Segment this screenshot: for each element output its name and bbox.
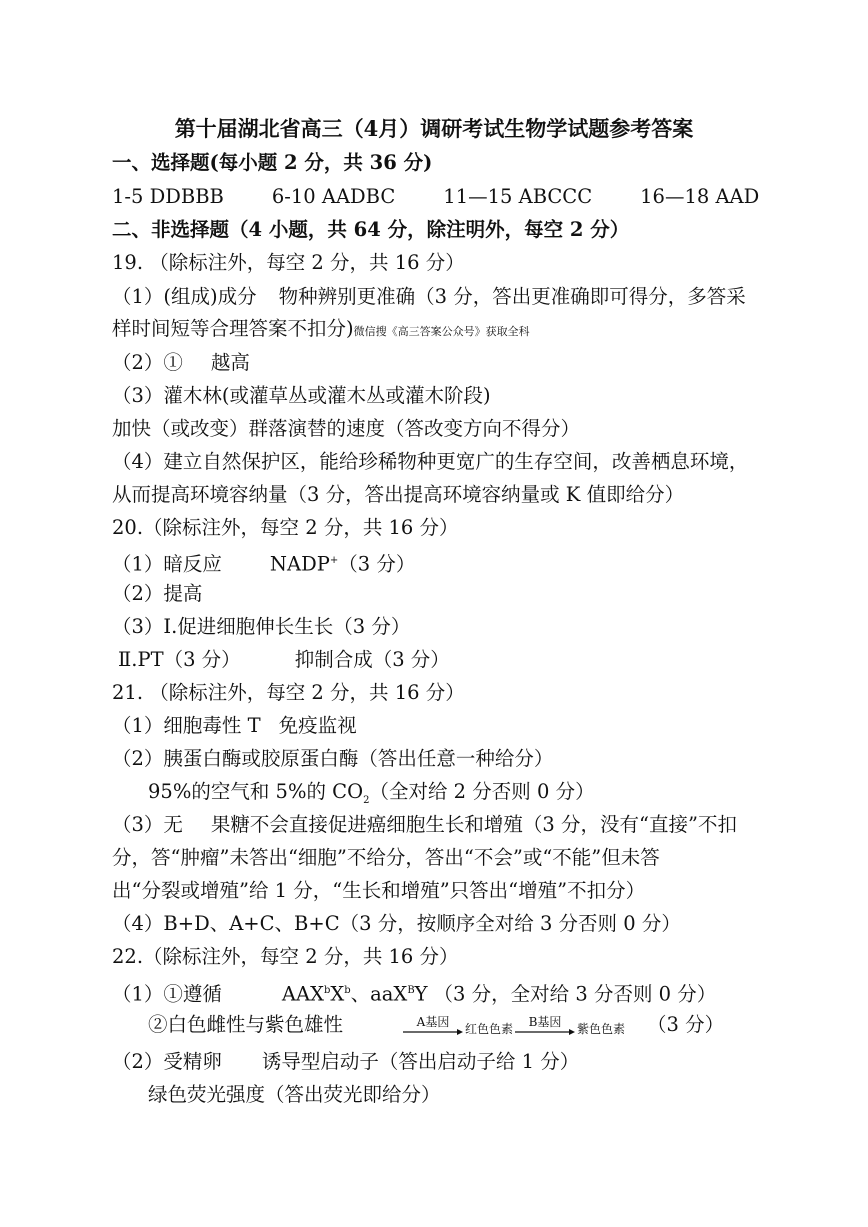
q20-heading: 20.（除标注外，每空 2 分，共 16 分） <box>112 516 459 539</box>
answer-group-2: 6-10 AADBC <box>271 185 396 208</box>
genotype-2b: Y <box>414 982 428 1006</box>
genotype-2-sup: B <box>407 985 415 996</box>
q20-answer-1b: NADP <box>269 552 330 576</box>
genotype-1-sup: b <box>323 985 331 996</box>
q21-answer-3b: （全对给 2 分否则 0 分） <box>369 780 595 803</box>
superscript-plus: + <box>329 555 339 566</box>
q21-line-7: （4）B+D、A+C、B+C（3 分，按顺序全对给 3 分否则 0 分） <box>112 912 681 935</box>
q21-answer-1b: 免疫监视 <box>278 714 357 737</box>
answer-group-3: 11—15 ABCCC <box>443 185 593 208</box>
pigment-red: 红色色素 <box>465 1021 514 1036</box>
q22-answer-1a: （1）①遵循 <box>112 982 222 1006</box>
arrow-label-a: A基因 <box>416 1014 450 1029</box>
genotype-1b: X <box>330 982 345 1006</box>
q22-heading: 22.（除标注外，每空 2 分，共 16 分） <box>112 945 459 968</box>
q20-answer-1a: （1）暗反应 <box>112 552 222 576</box>
arrow-icon <box>515 1028 575 1036</box>
q21-heading: 21. （除标注外，每空 2 分，共 16 分） <box>112 681 465 704</box>
arrow-b-gene <box>515 1016 575 1036</box>
q19-line-4: （3）灌木林(或灌草丛或灌木丛或灌木阶段) <box>112 384 491 407</box>
page-title: 第十届湖北省高三（4月）调研考试生物学试题参考答案 <box>174 116 694 141</box>
genotype-1: AAX <box>281 982 324 1006</box>
q19-line-5: 加快（或改变）群落演替的速度（答改变方向不得分） <box>112 417 581 440</box>
pathway-diagram <box>401 1016 625 1036</box>
q21-line-1 <box>112 710 828 742</box>
q22-answer-3b: 诱导型启动子（答出启动子给 1 分） <box>261 1050 580 1073</box>
q19-line-6: （4）建立自然保护区，能给珍稀物种更宽广的生存空间，改善栖息环境， <box>112 450 749 473</box>
q20-answer-4a: Ⅱ.PT（3 分） <box>118 648 241 671</box>
q19-line-7: 从而提高环境容纳量（3 分，答出提高环境容纳量或 K 值即给分） <box>112 483 685 506</box>
q19-line-1 <box>112 281 828 313</box>
q21-answer-4b: 果糖不会直接促进癌细胞生长和增殖（3 分，没有“直接”不扣 <box>210 813 737 836</box>
q19-line-2 <box>112 313 828 348</box>
q22-line-1 <box>112 975 828 1011</box>
q19-line-3 <box>112 347 828 379</box>
q21-line-2: （2）胰蛋白酶或胶原蛋白酶（答出任意一种给分） <box>112 747 554 770</box>
q21-line-6: 出“分裂或增殖”给 1 分，“生长和增殖”只答出“增殖”不扣分） <box>112 879 646 902</box>
q20-line-4 <box>118 644 828 676</box>
q19-answer-1b: 物种辨别更准确（3 分，答出更准确即可得分，多答采 <box>278 285 746 308</box>
q21-answer-1a: （1）细胞毒性 T <box>112 714 261 737</box>
section-1-heading: 一、选择题(每小题 2 分，共 36 分) <box>112 151 433 174</box>
q22-answer-2c: （3 分） <box>647 1013 725 1036</box>
q22-line-2 <box>148 1009 828 1041</box>
q20-answer-1c: （3 分） <box>338 552 416 576</box>
q20-line-1 <box>112 545 828 581</box>
q21-answer-4a: （3）无 <box>112 813 183 836</box>
pigment-purple: 紫色色素 <box>577 1021 626 1036</box>
subscript-2: 2 <box>363 794 370 806</box>
arrow-label-b: B基因 <box>528 1014 562 1029</box>
q21-line-4 <box>112 809 828 841</box>
genotype-1b-sup: b <box>344 985 351 996</box>
q22-line-3 <box>112 1046 828 1078</box>
q19-answer-2b: 越高 <box>210 351 250 374</box>
q19-answer-2a: （2）① <box>112 351 183 374</box>
q20-line-3: （3）Ⅰ.促进细胞伸长生长（3 分） <box>112 615 411 638</box>
q19-heading: 19. （除标注外，每空 2 分，共 16 分） <box>112 251 465 274</box>
answer-row-choice <box>112 181 828 213</box>
arrow-icon <box>403 1028 463 1036</box>
q20-answer-4b: 抑制合成（3 分） <box>294 648 450 671</box>
answer-group-1: 1-5 DDBBB <box>112 185 224 208</box>
answer-group-4: 16—18 AAD <box>640 185 760 208</box>
q22-answer-1c: （3 分，全对给 3 分否则 0 分） <box>433 982 717 1006</box>
q21-answer-3a: 95%的空气和 5%的 CO <box>148 780 364 803</box>
q19-answer-1a: （1）(组成)成分 <box>112 285 257 308</box>
q20-line-2: （2）提高 <box>112 582 203 605</box>
q19-answer-1c: 样时间短等合理答案不扣分) <box>112 317 354 340</box>
q22-answer-3a: （2）受精卵 <box>112 1050 222 1073</box>
q21-line-5: 分，答“肿瘤”未答出“细胞”不给分，答出“不会”或“不能”但未答 <box>112 846 660 869</box>
q22-answer-2a: ②白色雌性与紫色雄性 <box>148 1013 344 1036</box>
watermark-note: 微信搜《高三答案公众号》获取全科 <box>353 325 530 338</box>
section-2-heading: 二、非选择题（4 小题，共 64 分，除注明外，每空 2 分） <box>112 218 630 241</box>
q22-line-4: 绿色荧光强度（答出荧光即给分） <box>148 1083 441 1106</box>
genotype-2: 、aaX <box>350 982 408 1006</box>
arrow-a-gene <box>403 1016 463 1036</box>
